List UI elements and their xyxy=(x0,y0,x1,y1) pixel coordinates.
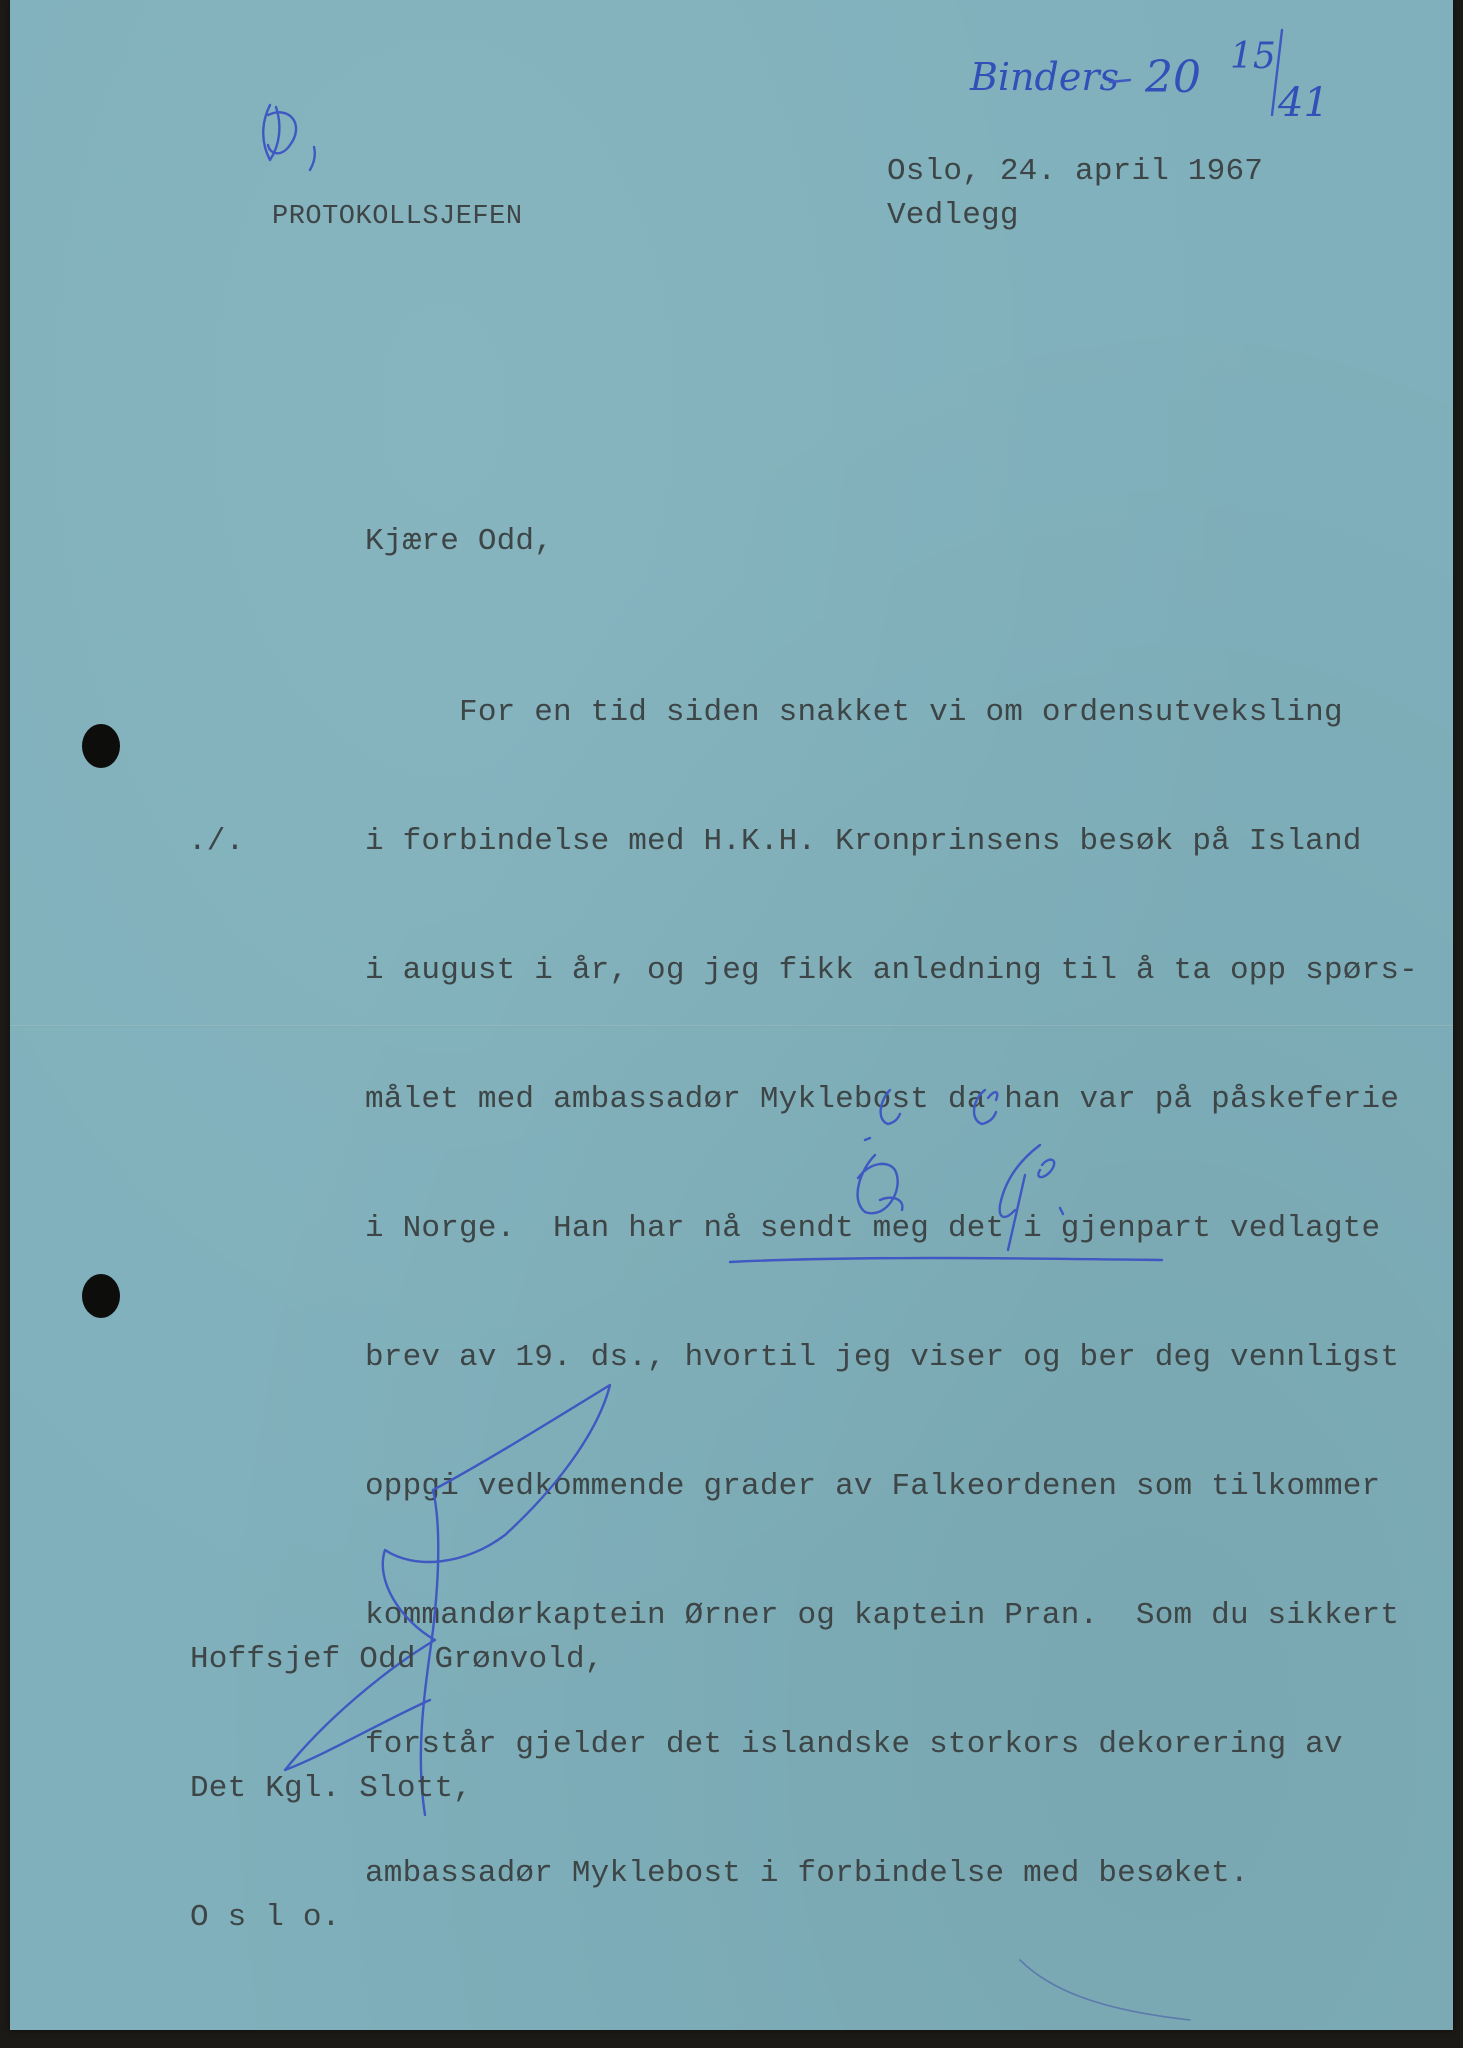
signature-stroke xyxy=(974,1090,997,1124)
body-line: kommandørkaptein Ørner og kaptein Pran. Som du sikkert xyxy=(365,1598,1400,1633)
body-line: i Norge. Han har nå sendt meg det i gjenpart vedlagte xyxy=(365,1211,1381,1246)
handwritten-reference-note xyxy=(960,20,1340,130)
enclosure-label: Vedlegg xyxy=(887,198,1019,233)
handwritten-binders-word: Binders xyxy=(970,55,1120,99)
sender-heading: PROTOKOLLSJEFEN xyxy=(272,202,523,232)
salutation: Kjære Odd, xyxy=(365,524,554,559)
handwritten-number-41: 41 xyxy=(1278,80,1329,126)
handwritten-signature xyxy=(810,1060,1210,1270)
recipient-name: Hoffsjef Odd Grønvold, xyxy=(190,1642,604,1677)
punch-hole-lower xyxy=(82,1274,120,1318)
place-date: Oslo, 24. april 1967 xyxy=(887,154,1264,189)
body-line: målet med ambassadør Myklebost da han var på påskeferie xyxy=(365,1082,1400,1117)
faint-pen-arc xyxy=(1010,1950,1210,2030)
punch-hole-upper xyxy=(82,724,120,768)
letter-sheet xyxy=(10,0,1453,2030)
body-line: forstår gjelder det islandske storkors dekorering av xyxy=(365,1727,1343,1762)
enclosure-margin-mark: ./. xyxy=(188,824,245,859)
signature-stroke xyxy=(881,1090,900,1124)
handwritten-number-15: 15 xyxy=(1230,36,1276,77)
handwritten-initials-mark xyxy=(250,85,370,185)
handwritten-number-20: 20 xyxy=(1145,52,1201,103)
body-line: For en tid siden snakket vi om ordensutveksling xyxy=(365,695,1343,730)
body-line: i forbindelse med H.K.H. Kronprinsens besøk på Island xyxy=(365,824,1362,859)
body-line: oppgi vedkommende grader av Falkeordenen som tilkommer xyxy=(365,1469,1381,1504)
body-line: i august i år, og jeg fikk anledning til å ta opp spørs- xyxy=(365,953,1418,988)
recipient-city: O s l o. xyxy=(190,1900,341,1935)
recipient-address xyxy=(190,1552,604,2025)
body-line: ambassadør Myklebost i forbindelse med besøket. xyxy=(365,1856,1249,1891)
recipient-institution: Det Kgl. Slott, xyxy=(190,1771,473,1806)
body-line: brev av 19. ds., hvortil jeg viser og ber deg vennligst xyxy=(365,1340,1400,1375)
signature-stroke xyxy=(1000,1145,1063,1250)
signature-stroke xyxy=(858,1138,903,1213)
